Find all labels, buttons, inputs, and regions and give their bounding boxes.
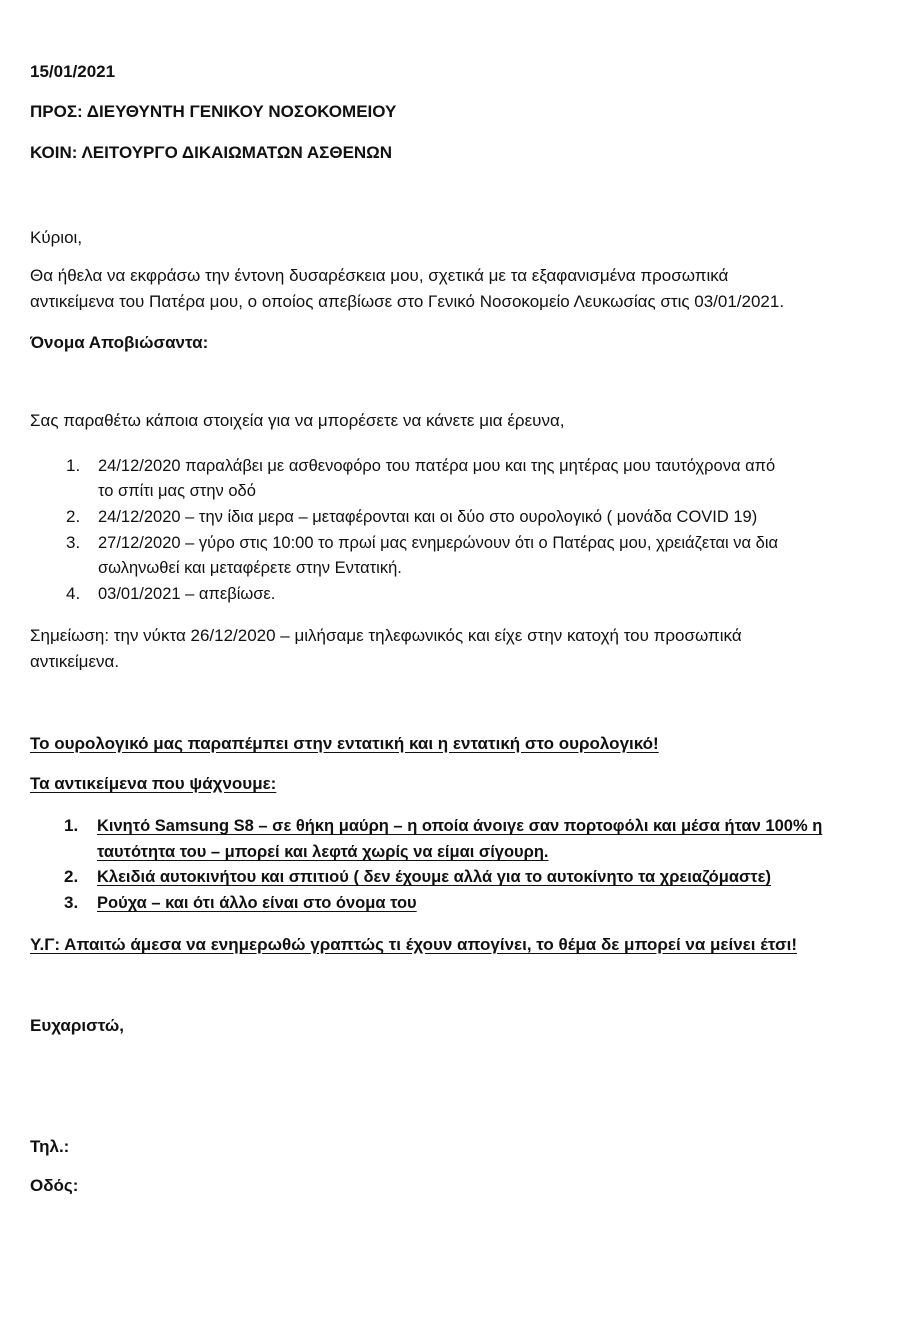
list-item-number: 3. [64,893,79,912]
list-item-text: Κλειδιά αυτοκινήτου και σπιτιού ( δεν έχουμε αλλά για το αυτοκίνητο τα χρειαζόμαστε) [97,868,771,886]
list-item-text: Κινητό Samsung S8 – σε θήκη μαύρη – η οποία άνοιγε σαν πορτοφόλι και μέσα ήταν 100% η [97,817,823,835]
greeting: Κύριοι, [30,228,83,247]
note-line-2: αντικείμενα. [30,652,120,671]
phone-label: Τηλ.: [30,1137,70,1156]
intro-line-2: αντικείμενα του Πατέρα μου, ο οποίος απεβίωσε στο Γενικό Νοσοκομείο Λευκωσίας στις 03/01/2021. [30,292,785,311]
items-heading: Τα αντικείμενα που ψάχνουμε: [30,774,277,793]
list-item-text: 03/01/2021 – απεβίωσε. [98,585,276,603]
list-item-text-continued: ταυτότητα του – μπορεί και λεφτά χωρίς να είμαι σίγουρη. [97,843,549,861]
closing: Ευχαριστώ, [30,1016,124,1035]
note-line-1: Σημείωση: την νύκτα 26/12/2020 – μιλήσαμε τηλεφωνικός και είχε στην κατοχή του προσωπικά [30,626,742,645]
list-item-number: 3. [66,533,81,552]
list-item-text: Ρούχα – και ότι άλλο είναι στο όνομα του [97,894,417,912]
deceased-name-label: Όνομα Αποβιώσαντα: [30,333,209,352]
letter-date: 15/01/2021 [30,62,116,81]
list-item-number: 1. [64,816,79,835]
postscript: Υ.Γ: Απαιτώ άμεσα να ενημερωθώ γραπτώς τι έχουν απογίνει, το θέμα δε μπορεί να μείνει έτσι! [30,935,797,954]
list-item-text-continued: σωληνωθεί και μεταφέρετε στην Εντατική. [98,559,402,577]
recipient-line: ΠΡΟΣ: ΔΙΕΥΘΥΝΤΗ ΓΕΝΙΚΟΥ ΝΟΣΟΚΟΜΕΙΟΥ [30,102,397,121]
list-item-number: 1. [66,456,81,475]
list-item-number: 4. [66,584,81,603]
details-intro: Σας παραθέτω κάποια στοιχεία για να μπορέσετε να κάνετε μια έρευνα, [30,411,565,430]
list-item-text-continued: το σπίτι μας στην οδό [98,482,256,500]
intro-line-1: Θα ήθελα να εκφράσω την έντονη δυσαρέσκεια μου, σχετικά με τα εξαφανισμένα προσωπικά [30,266,729,285]
list-item-number: 2. [66,507,81,526]
list-item-text: 24/12/2020 – την ίδια μερα – μεταφέρονται και οι δύο στο ουρολογικό ( μονάδα COVID 19) [98,508,758,526]
referral-statement: Το ουρολογικό μας παραπέμπει στην εντατική και η εντατική στο ουρολογικό! [30,734,659,753]
list-item-text: 24/12/2020 παραλάβει με ασθενοφόρο του πατέρα μου και της μητέρας μου ταυτόχρονα από [98,457,776,475]
list-item-number: 2. [64,867,79,886]
list-item-text: 27/12/2020 – γύρο στις 10:00 το πρωί μας ενημερώνουν ότι ο Πατέρας μου, χρειάζεται να δια [98,534,779,552]
cc-line: ΚΟΙΝ: ΛΕΙΤΟΥΡΓΟ ΔΙΚΑΙΩΜΑΤΩΝ ΑΣΘΕΝΩΝ [30,143,393,162]
address-label: Οδός: [30,1176,79,1195]
